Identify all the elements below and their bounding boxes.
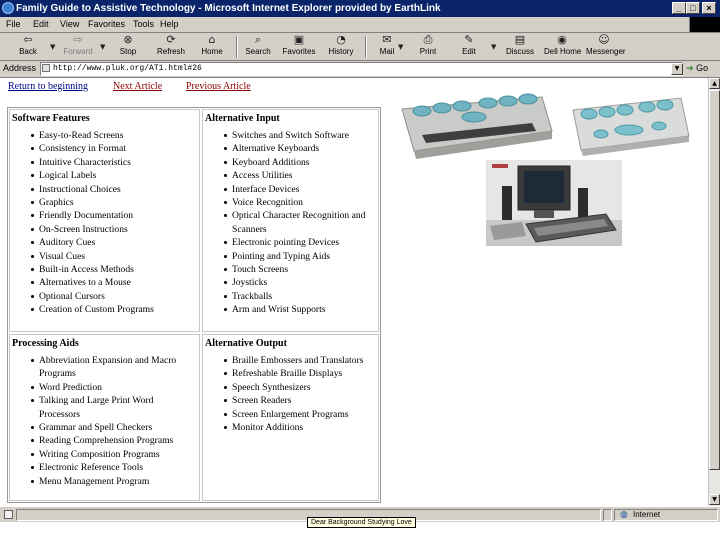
section-heading: Processing Aids — [12, 338, 79, 349]
software-features-cell — [8, 108, 201, 333]
toolbar-separator — [365, 36, 367, 58]
stop-button[interactable]: ⊗ Stop — [119, 33, 137, 56]
dell-home-button[interactable]: ◉ Dell Home — [544, 33, 582, 56]
list-item: Keyboard Additions — [201, 156, 380, 169]
list-item: Menu Management Program — [8, 475, 183, 488]
processing-aids-cell — [8, 333, 201, 502]
home-button[interactable]: ⌂ Home — [201, 33, 223, 56]
alternative-input-list — [201, 129, 380, 317]
menu-view[interactable]: View — [60, 19, 80, 29]
alternative-output-cell — [201, 333, 380, 502]
list-item: Pointing and Typing Aids — [201, 250, 380, 263]
features-table — [7, 107, 381, 503]
forward-arrow-icon: ⇨ — [73, 33, 83, 46]
list-item: Visual Cues — [8, 250, 154, 263]
window-title: Family Guide to Assistive Technology - Microsoft Internet Explorer provided by EarthLink — [16, 3, 441, 14]
zone-label: Internet — [633, 510, 661, 519]
list-item: Speech Synthesizers — [201, 381, 380, 394]
list-item: Arm and Wrist Supports — [201, 303, 380, 316]
list-item: Built-in Access Methods — [8, 263, 154, 276]
list-item: Electronic Reference Tools — [8, 461, 183, 474]
edit-dropdown-icon[interactable]: ▼ — [491, 43, 497, 51]
list-item: Word Prediction — [8, 381, 183, 394]
toolbar — [0, 33, 720, 61]
list-item: Touch Screens — [201, 263, 380, 276]
list-item: Abbreviation Expansion and Macro Programs — [8, 354, 183, 381]
list-item: Trackballs — [201, 290, 380, 303]
internet-zone-icon: ◍ — [620, 510, 628, 520]
braille-device-image — [392, 87, 556, 159]
menu-favorites[interactable]: Favorites — [88, 19, 126, 29]
mail-icon: ✉ — [382, 33, 392, 46]
return-to-beginning-link[interactable]: Return to beginning — [8, 81, 88, 92]
alternative-input-cell — [201, 108, 380, 333]
list-item: Interface Devices — [201, 183, 380, 196]
list-item: Optional Cursors — [8, 290, 154, 303]
search-button[interactable]: ⌕ Search — [245, 33, 271, 56]
list-item: Friendly Documentation — [8, 209, 154, 222]
list-item: Instructional Choices — [8, 183, 154, 196]
status-panel — [603, 509, 612, 521]
back-button[interactable]: ⇦ Back — [19, 33, 37, 56]
list-item: Screen Readers — [201, 394, 380, 407]
menu-file[interactable]: File — [6, 19, 21, 29]
alternative-output-list — [201, 354, 380, 434]
back-dropdown-icon[interactable]: ▼ — [50, 43, 56, 51]
list-item: On-Screen Instructions — [8, 223, 154, 236]
zone-panel — [614, 509, 718, 521]
list-item: Monitor Additions — [201, 421, 380, 434]
page-status-icon — [4, 510, 13, 519]
discuss-icon: ▤ — [514, 33, 526, 46]
search-icon: ⌕ — [254, 33, 262, 46]
list-item: Braille Embossers and Translators — [201, 354, 380, 367]
menu-edit[interactable]: Edit — [33, 19, 49, 29]
address-bar — [0, 61, 720, 78]
list-item: Optical Character Recognition and Scanners — [201, 209, 380, 236]
vertical-scrollbar[interactable] — [708, 78, 720, 506]
list-item: Joysticks — [201, 276, 380, 289]
messenger-icon: ☺ — [598, 33, 610, 46]
software-features-list — [8, 129, 154, 317]
forward-button[interactable]: ⇨ Forward — [63, 33, 93, 56]
minimize-button[interactable]: _ — [672, 2, 686, 14]
print-button[interactable]: ⎙ Print — [419, 33, 437, 56]
page-icon — [42, 64, 50, 72]
list-item: Graphics — [8, 196, 154, 209]
braille-keyboard-image — [567, 90, 693, 158]
list-item: Consistency in Format — [8, 142, 154, 155]
maximize-button[interactable]: □ — [686, 2, 700, 14]
windows-logo — [689, 17, 720, 32]
home-icon: ⌂ — [208, 33, 216, 46]
scroll-up-icon[interactable]: ▲ — [709, 78, 720, 89]
toolbar-separator — [236, 36, 238, 58]
print-icon: ⎙ — [423, 33, 433, 46]
menu-bar — [0, 17, 720, 33]
processing-aids-list — [8, 354, 183, 488]
section-heading: Software Features — [12, 113, 90, 124]
ie-icon — [2, 2, 14, 14]
list-item: Writing Composition Programs — [8, 448, 183, 461]
list-item: Talking and Large Print Word Processors — [8, 394, 183, 421]
section-heading: Alternative Output — [205, 338, 287, 349]
menu-help[interactable]: Help — [160, 19, 179, 29]
close-button[interactable]: × — [702, 2, 716, 14]
scroll-thumb[interactable] — [709, 90, 720, 470]
edit-icon: ✎ — [464, 33, 474, 46]
address-dropdown-icon[interactable]: ▼ — [671, 63, 683, 75]
menu-tools[interactable]: Tools — [133, 19, 155, 29]
list-item: Alternatives to a Mouse — [8, 276, 154, 289]
mail-dropdown-icon[interactable]: ▼ — [398, 43, 404, 51]
messenger-button[interactable]: ☺ Messenger — [586, 33, 626, 56]
section-heading: Alternative Input — [205, 113, 280, 124]
scroll-down-icon[interactable]: ▼ — [709, 494, 720, 505]
forward-dropdown-icon[interactable]: ▼ — [100, 43, 106, 51]
favorites-icon: ▣ — [293, 33, 305, 46]
mail-button[interactable]: ✉ Mail — [379, 33, 395, 56]
list-item: Voice Recognition — [201, 196, 380, 209]
title-bar[interactable] — [0, 0, 720, 17]
address-label: Address — [3, 63, 37, 73]
refresh-button[interactable]: ⟳ Refresh — [156, 33, 185, 56]
list-item: Creation of Custom Programs — [8, 303, 154, 316]
tooltip: Dear Background Studying Love — [307, 517, 416, 528]
list-item: Alternative Keyboards — [201, 142, 380, 155]
back-arrow-icon: ⇦ — [23, 33, 33, 46]
edit-button[interactable]: ✎ Edit — [462, 33, 476, 56]
favorites-button[interactable]: ▣ Favorites — [282, 33, 316, 56]
page-content — [0, 78, 708, 506]
discuss-button[interactable]: ▤ Discuss — [505, 33, 534, 56]
list-item: Switches and Switch Software — [201, 129, 380, 142]
history-button[interactable]: ◔ History — [328, 33, 354, 56]
dell-home-icon: ◉ — [557, 33, 567, 46]
list-item: Electronic pointing Devices — [201, 236, 380, 249]
list-item: Grammar and Spell Checkers — [8, 421, 183, 434]
history-icon: ◔ — [336, 33, 346, 46]
list-item: Screen Enlargement Programs — [201, 408, 380, 421]
stop-icon: ⊗ — [123, 33, 133, 46]
previous-article-link[interactable]: Previous Article — [186, 81, 251, 92]
list-item: Logical Labels — [8, 169, 154, 182]
refresh-icon: ⟳ — [166, 33, 176, 46]
next-article-link[interactable]: Next Article — [113, 81, 163, 92]
list-item: Access Utilities — [201, 169, 380, 182]
list-item: Refreshable Braille Displays — [201, 367, 380, 380]
list-item: Auditory Cues — [8, 236, 154, 249]
address-input[interactable]: http://www.pluk.org/AT1.html#26 — [40, 62, 683, 76]
list-item: Intuitive Characteristics — [8, 156, 154, 169]
computer-workstation-image — [486, 160, 622, 246]
list-item: Reading Comprehension Programs — [8, 434, 183, 447]
list-item: Easy-to-Read Screens — [8, 129, 154, 142]
go-button[interactable]: ➔ Go — [686, 63, 709, 73]
go-arrow-icon: ➔ — [686, 63, 694, 73]
